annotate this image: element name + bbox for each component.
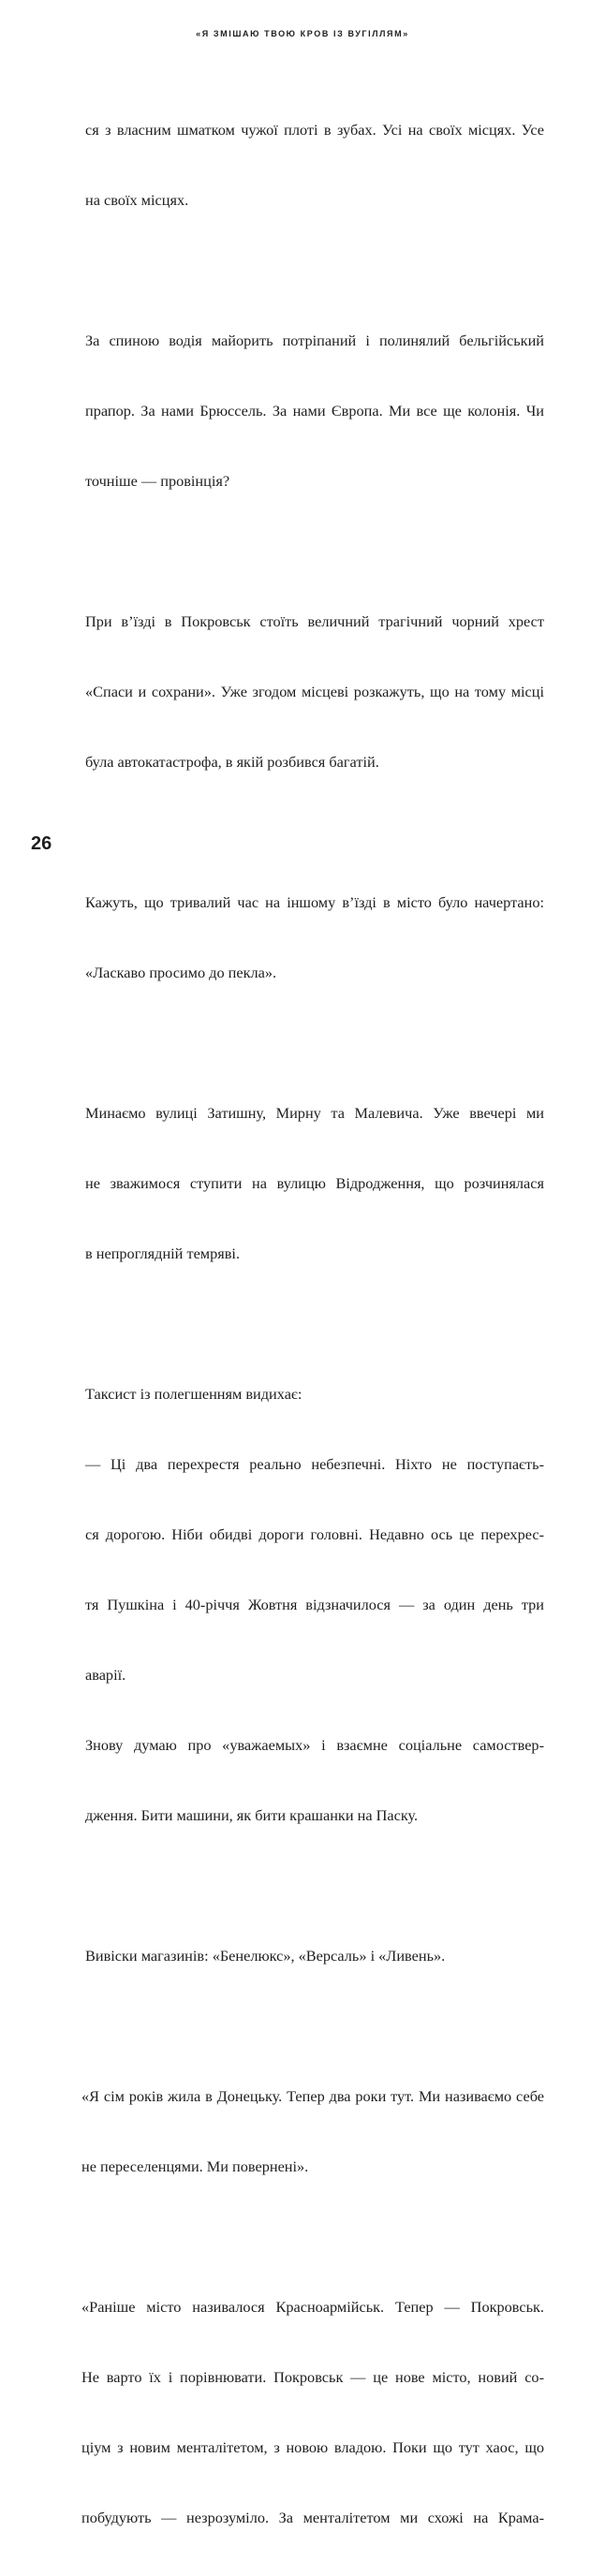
paragraph [85,71,544,258]
page-body [81,71,544,2576]
text-line: «Спаси и сохрани». Уже згодом місцеві розкажуть, що на тому місці [85,683,544,700]
text-line: побудують — незрозуміло. За менталітетом ми схожі на Крама- [81,2509,544,2526]
text-line: Вивіски магазинів: «Бенелюкс», «Версаль» і «Ливень». [85,1947,446,1965]
text-line: За спиною водія майорить потріпаний і полинялий бельгійський [85,331,544,349]
text-line: ся дорогою. Ніби обидві дороги головні. Недавно ось це перехрес- [85,1525,544,1543]
text-line: дження. Бити машини, як бити крашанки на Паску. [85,1806,419,1824]
text-line: аварії. [85,1666,126,1684]
text-line: — Ці два перехрестя реально небезпечні. Ніхто не поступаєть- [85,1455,544,1473]
paragraph [85,563,544,820]
text-line: ціум з новим менталітетом, з новою владою. Поки що тут хаос, що [81,2438,544,2456]
paragraph [85,1054,544,1312]
text-line: «Ласкаво просимо до пекла». [85,964,277,981]
text-line: Не варто їх і порівнювати. Покровськ — це нове місто, новий со- [81,2368,544,2386]
text-line: ся з власним шматком чужої плоті в зубах. Усі на своїх місцях. Усе [85,121,544,139]
paragraph [81,2248,544,2576]
text-line: була автокатастрофа, в якій розбився багатій. [85,753,379,771]
text-line: Минаємо вулиці Затишну, Мирну та Малевича. Уже ввечері ми [85,1104,544,1122]
text-line: не зважимося ступити на вулицю Відродження, що розчинялася [85,1174,544,1192]
paragraph [85,844,544,1031]
text-line: Таксист із полегшенням видихає: [85,1385,302,1403]
text-line: прапор. За нами Брюссель. За нами Європа. Ми все ще колонія. Чи [85,402,544,420]
paragraph [81,2038,544,2225]
text-line: в непроглядній темряві. [85,1244,241,1262]
text-line: тя Пушкіна і 40-річчя Жовтня відзначилося — за один день три [85,1596,544,1613]
paragraph [85,1335,544,1874]
text-line: точніше — провінція? [85,472,230,490]
paragraph [85,1897,544,2014]
text-line: не переселенцями. Ми повернені». [81,2157,309,2175]
text-line: «Я сім років жила в Донецьку. Тепер два роки тут. Ми називаємо себе [81,2087,544,2105]
page-number: 26 [31,833,52,854]
text-line: Знову думаю про «уважаемых» і взаємне соціальне самоствер- [85,1736,544,1754]
text-line: Кажуть, що тривалий час на іншому в’їзді в місто було начертано: [85,893,544,911]
paragraph [85,282,544,539]
text-line: При в’їзді в Покровськ стоїть величний трагічний чорний хрест [85,612,544,630]
running-header: «Я ЗМІШАЮ ТВОЮ КРОВ ІЗ ВУГІЛЛЯМ» [196,29,409,38]
text-line: на своїх місцях. [85,191,189,209]
text-line: «Раніше місто називалося Красноармійськ. Тепер — Покровськ. [81,2298,544,2316]
